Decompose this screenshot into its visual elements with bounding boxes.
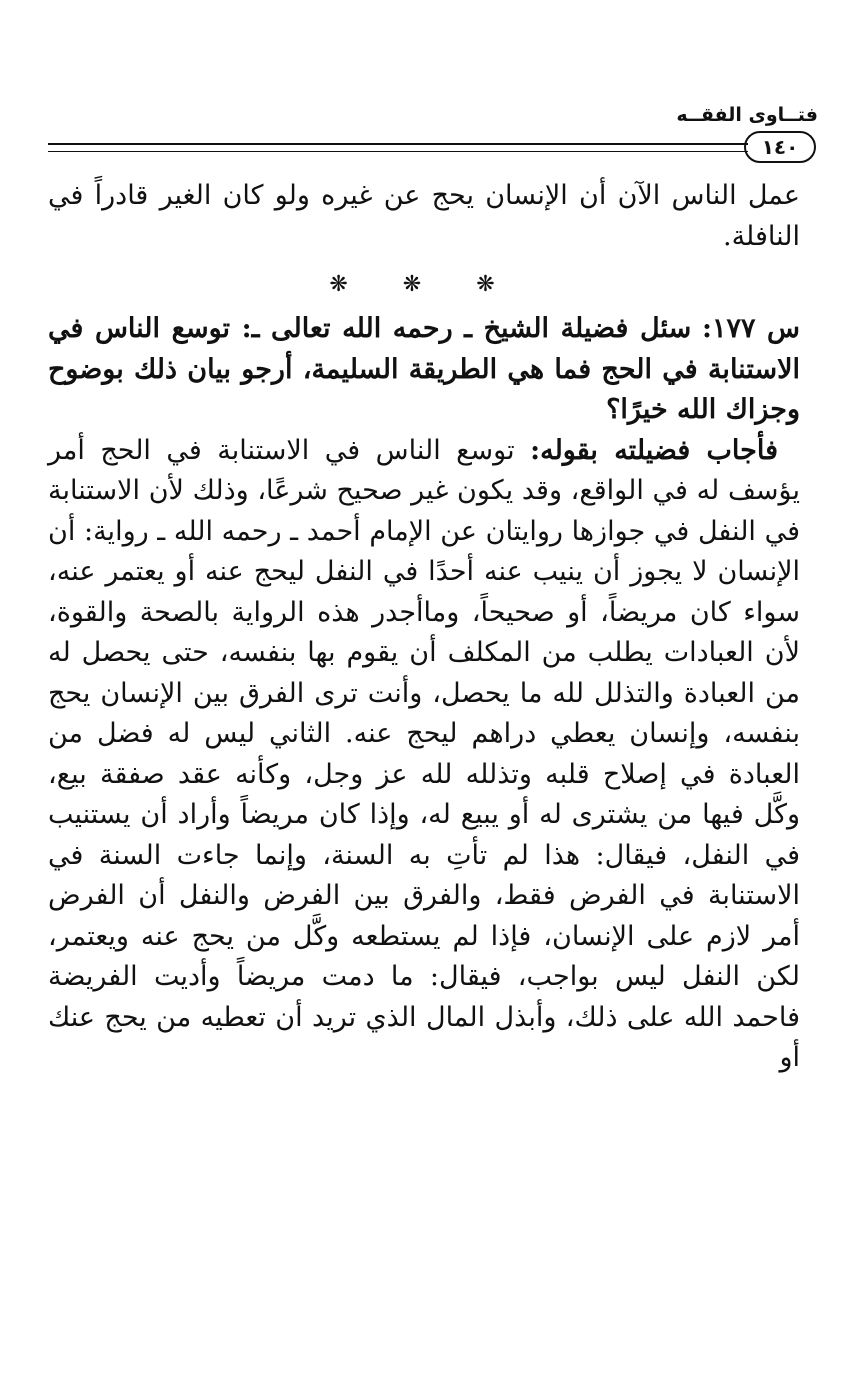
page-body: [48, 176, 800, 1079]
answer-paragraph: [48, 431, 800, 1079]
answer-text: توسع الناس في الاستنابة في الحج أمر يؤسف له في الواقع، وقد يكون غير صحيح شرعًا، وذلك لأن الاستنابة في النفل في جوازها روايتان عن الإمام أحمد ـ رحمه الله ـ رواية: أن الإنسان لا يجوز أن ينيب عنه أحدًا في النفل ليحج عنه أو يعتمر عنه، سواء كان مريضاً، أو صحيحاً، وماأجدر هذه الرواية بالصحة والقوة، لأن العبادات يطلب من المكلف أن يقوم بها بنفسه، حتى يحصل له من العبادة والتذلل لله ما يحصل، وأنت ترى الفرق بين الإنسان يحج بنفسه، وإنسان يعطي دراهم ليحج عنه. الثاني ليس له فضل من العبادة في إصلاح قلبه وتذلله لله عز وجل، وكأنه عقد صفقة بيع، وكَّل فيها من يشترى له أو يبيع له، وإذا كان مريضاً وأراد أن يستنيب في النفل، فيقال: هذا لم تأتِ به السنة، وإنما جاءت السنة في الاستنابة في الفرض فقط، والفرق بين الفرض والنفل أن الفرض أمر لازم على الإنسان، فإذا لم يستطعه وكَّل من يحج عنه ويعتمر، لكن النفل ليس بواجب، فيقال: ما دمت مريضاً وأديت الفريضة فاحمد الله على ذلك، وأبذل المال الذي تريد أن تعطيه من يحج عنك أو: [48, 434, 800, 1073]
header-rule: [48, 143, 748, 152]
page-number-badge: ١٤٠: [744, 131, 816, 163]
question-text: سئل فضيلة الشيخ ـ رحمه الله تعالى ـ: توسع الناس في الاستنابة في الحج فما هي الطريقة السليمة، أرجو بيان ذلك بوضوح وجزاك الله خيرًا؟: [48, 313, 800, 425]
question-paragraph: [48, 309, 800, 431]
running-head-title: فتــاوى الفقــه: [676, 104, 818, 126]
section-separator: ❋ ❋ ❋: [329, 272, 519, 297]
answer-label: فأجاب فضيلته بقوله:: [530, 434, 778, 466]
continuation-paragraph: عمل الناس الآن أن الإنسان يحج عن غيره ولو كان الغير قادراً في النافلة.: [48, 180, 800, 252]
question-label: س ١٧٧:: [702, 313, 801, 344]
